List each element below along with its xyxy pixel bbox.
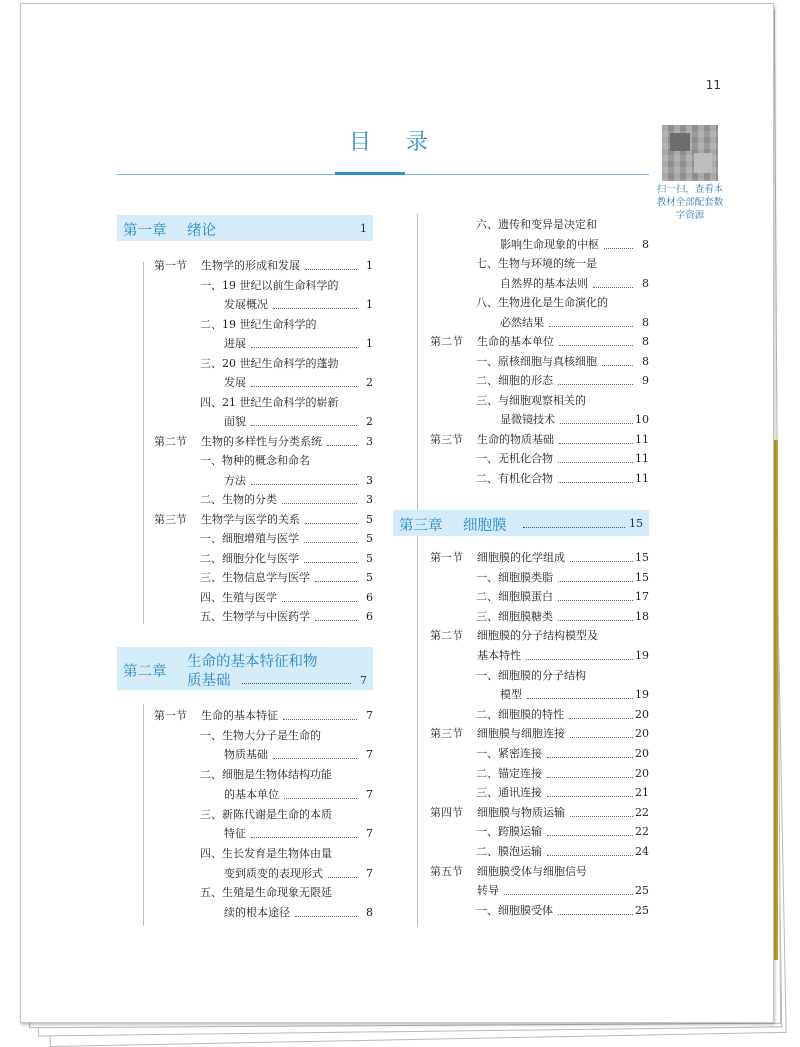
leader-dots [251,425,357,426]
entry-page: 25 [635,903,649,917]
entry-page: 3 [366,434,373,448]
toc-subsection-entry[interactable] [430,296,649,310]
entry-page: 9 [642,374,649,387]
leader-dots [315,581,357,582]
entry-page: 8 [642,315,649,329]
toc-subsection-entry[interactable] [430,904,649,918]
toc-subsection-entry[interactable] [430,786,649,800]
toc-section-entry[interactable] [430,806,649,820]
entry-title: 特征 [224,827,246,841]
entry-title: 二、细胞的形态 [476,374,553,387]
toc-subsection-entry[interactable] [430,884,649,898]
entry-title: 必然结果 [500,315,544,329]
leader-dots [251,386,357,387]
entry-title: 一、细胞增殖与医学 [200,532,299,545]
page-title: 目 录 [349,130,442,155]
toc-subsection-entry[interactable] [154,906,373,920]
toc-subsection-entry[interactable] [430,472,649,486]
toc-subsection-entry[interactable] [154,396,373,410]
leader-dots [547,757,633,758]
entry-page: 5 [366,571,373,584]
entry-title: 细胞膜的化学组成 [477,551,565,564]
section-number: 第二节 [154,434,187,448]
leader-dots [251,347,357,348]
toc-subsection-entry[interactable] [430,413,649,427]
leader-dots [549,326,633,327]
leader-dots [570,561,633,562]
section-number: 第二节 [430,629,463,643]
toc-subsection-entry[interactable] [154,808,373,822]
entry-title: 七、生物与环境的统一是 [476,257,597,270]
entry-page: 21 [635,786,649,800]
entry-page: 19 [635,688,649,702]
toc-subsection-entry[interactable] [430,708,649,722]
section-number: 第一节 [430,551,463,564]
leader-dots [604,248,633,249]
entry-title: 发展概况 [224,298,268,311]
entry-page: 8 [366,906,373,919]
chapter-heading[interactable] [117,215,373,241]
leader-dots [305,523,357,524]
toc-subsection-entry[interactable] [154,768,373,782]
toc-subsection-entry[interactable] [430,316,649,330]
entry-title: 二、生物的分类 [200,493,277,506]
toc-page [20,3,774,1023]
entry-title: 二、细胞膜蛋白 [476,590,553,604]
entry-page: 8 [642,237,649,251]
entry-title: 细胞膜的分子结构模型及 [477,629,598,643]
toc-subsection-entry[interactable] [154,552,373,566]
entry-title: 自然界的基本法则 [500,276,588,290]
entry-page: 7 [366,787,373,801]
entry-title: 细胞膜与物质运输 [477,805,565,819]
entry-title: 一、物种的概念和命名 [200,454,310,467]
section-number: 第三节 [430,432,463,446]
entry-page: 20 [635,766,649,780]
chapter-title-line1: 生命的基本特征和物 [187,654,318,670]
leader-dots [283,719,357,720]
leader-dots [558,482,633,483]
column-rule [143,704,144,926]
entry-title: 一、紧密连接 [476,747,542,760]
entry-title: 一、细胞膜类脂 [476,570,553,584]
toc-subsection-entry[interactable] [154,591,373,605]
leader-dots [328,877,357,878]
leader-dots [570,816,633,817]
entry-title: 二、锚定连接 [476,766,542,780]
leader-dots [273,308,357,309]
entry-title: 的基本单位 [224,787,279,801]
entry-page: 7 [366,827,373,841]
entry-title: 五、生殖是生命现象无限延 [200,886,332,900]
leader-dots [559,345,633,346]
toc-subsection-entry[interactable] [430,688,649,702]
section-number: 第四节 [430,805,463,819]
chapter-label: 第二章 [123,664,167,680]
entry-title: 六、遗传和变异是决定和 [476,218,597,231]
leader-dots [558,462,633,463]
chapter-title: 细胞膜 [463,518,507,534]
chapter-label: 第三章 [399,518,443,534]
toc-section-entry[interactable] [430,551,649,565]
toc-subsection-entry[interactable] [430,257,649,271]
entry-page: 8 [642,335,649,348]
entry-page: 5 [366,551,373,565]
section-number: 第一节 [154,259,187,272]
entry-title: 转导 [477,884,499,898]
column-rule [417,214,418,926]
toc-subsection-entry[interactable] [154,279,373,293]
chapter-page: 7 [360,674,367,687]
leader-dots [547,835,633,836]
toc-subsection-entry[interactable] [430,277,649,291]
toc-subsection-entry[interactable] [154,298,373,312]
entry-page: 2 [366,376,373,389]
page-number: 11 [705,78,721,92]
entry-title: 方法 [224,473,246,487]
toc-subsection-entry[interactable] [430,669,649,683]
entry-title: 生命的物质基础 [477,432,554,446]
entry-title: 二、有机化合物 [476,471,553,485]
toc-section-entry[interactable] [154,435,373,449]
toc-subsection-entry[interactable] [154,748,373,762]
entry-title: 二、细胞分化与医学 [200,551,299,565]
toc-subsection-entry[interactable] [430,767,649,781]
toc-subsection-entry[interactable] [154,357,373,371]
toc-subsection-entry[interactable] [154,474,373,488]
leader-dots [295,916,357,917]
title-rule-accent [335,172,405,175]
toc-section-entry[interactable] [430,865,649,879]
toc-section-entry[interactable] [154,259,373,273]
leader-dots [273,758,357,759]
entry-page: 20 [635,707,649,721]
entry-title: 细胞膜与细胞连接 [477,727,565,741]
entry-page: 1 [366,259,373,272]
leader-dots [526,659,633,660]
leader-dots [558,384,633,385]
toc-subsection-entry[interactable] [430,610,649,624]
leader-dots [327,445,357,446]
leader-dots [558,914,633,915]
toc-subsection-entry[interactable] [430,825,649,839]
entry-page: 7 [366,709,373,722]
entry-title: 生命的基本单位 [477,335,554,348]
leader-dots [284,798,357,799]
leader-dots [547,796,633,797]
leader-dots [558,581,633,582]
chapter-heading[interactable] [117,647,373,690]
entry-title: 发展 [224,376,246,389]
entry-page: 6 [366,590,373,604]
toc-subsection-entry[interactable] [430,571,649,585]
leader-dots [547,855,633,856]
chapter-page: 15 [629,517,643,530]
leader-dots [504,894,633,895]
entry-title: 二、膜泡运输 [476,845,542,858]
leader-dots [559,443,633,444]
toc-subsection-entry[interactable] [154,376,373,390]
entry-title: 进展 [224,337,246,350]
leader-dots [558,620,633,621]
entry-page: 5 [366,512,373,526]
chapter-heading[interactable] [393,510,649,536]
toc-subsection-entry[interactable] [430,238,649,252]
toc-section-entry[interactable] [430,629,649,643]
entry-title: 生物学的形成和发展 [201,259,300,272]
entry-title: 四、生殖与医学 [200,590,277,604]
toc-subsection-entry[interactable] [154,415,373,429]
toc-subsection-entry[interactable] [154,318,373,332]
toc-subsection-entry[interactable] [154,454,373,468]
section-number: 第三节 [430,727,463,741]
leader-dots [547,777,633,778]
entry-page: 20 [635,747,649,760]
section-number: 第二节 [430,335,463,348]
chapter-title-line2: 质基础 [187,673,231,689]
entry-title: 物质基础 [224,748,268,762]
entry-page: 19 [635,649,649,662]
toc-subsection-entry[interactable] [430,747,649,761]
leader-dots [282,503,357,504]
section-number: 第五节 [430,864,463,878]
toc-subsection-entry[interactable] [154,532,373,546]
entry-page: 1 [366,298,373,311]
section-number: 第三节 [154,512,187,526]
leader-dots [315,620,357,621]
chapter-page: 1 [360,222,367,235]
entry-title: 二、细胞膜的特性 [476,707,564,721]
entry-title: 二、19 世纪生命科学的 [200,317,317,331]
entry-title: 八、生物进化是生命演化的 [476,296,608,309]
section-number: 第一节 [154,709,187,722]
toc-subsection-entry[interactable] [154,867,373,881]
column-rule [143,262,144,624]
entry-title: 生命的基本特征 [201,709,278,722]
entry-title: 一、细胞膜的分子结构 [476,668,586,682]
entry-page: 11 [635,432,649,446]
entry-page: 20 [635,727,649,741]
entry-title: 三、与细胞观察相关的 [476,393,586,407]
entry-page: 2 [366,415,373,428]
entry-title: 四、生长发育是生物体由量 [200,846,332,860]
entry-title: 显微镜技术 [500,413,555,426]
entry-page: 15 [635,570,649,584]
leader-dots [569,718,633,719]
toc-subsection-entry[interactable] [154,847,373,861]
entry-title: 基本特性 [477,649,521,662]
entry-page: 25 [635,884,649,898]
toc-subsection-entry[interactable] [430,355,649,369]
leader-dots [527,698,633,699]
entry-page: 22 [635,805,649,819]
toc-subsection-entry[interactable] [430,374,649,388]
leader-dots [282,601,357,602]
entry-title: 模型 [500,688,522,702]
toc-subsection-entry[interactable] [430,649,649,663]
leader-dots [593,287,633,288]
toc-subsection-entry[interactable] [154,337,373,351]
qr-caption: 扫一扫，查看本教材全部配套数字资源 [656,184,724,221]
entry-title: 一、19 世纪以前生命科学的 [200,278,339,292]
entry-title: 一、细胞膜受体 [476,903,553,917]
entry-page: 22 [635,825,649,839]
entry-page: 10 [635,413,649,426]
entry-page: 15 [635,551,649,564]
entry-page: 1 [366,337,373,350]
toc-subsection-entry[interactable] [154,729,373,743]
entry-title: 一、跨膜运输 [476,825,542,839]
toc-subsection-entry[interactable] [154,571,373,585]
entry-page: 24 [635,845,649,858]
entry-page: 5 [366,532,373,545]
toc-subsection-entry[interactable] [430,845,649,859]
entry-page: 17 [635,590,649,604]
qr-code-icon[interactable] [662,125,718,181]
entry-title: 面貌 [224,415,246,428]
toc-subsection-entry[interactable] [430,590,649,604]
entry-title: 二、细胞是生物体结构功能 [200,768,332,782]
entry-title: 一、原核细胞与真核细胞 [476,354,597,368]
entry-page: 8 [642,354,649,368]
leader-dots [304,542,357,543]
entry-page: 7 [366,866,373,880]
toc-section-entry[interactable] [154,513,373,527]
leader-dots [570,737,633,738]
entry-page: 3 [366,493,373,506]
entry-title: 生物学与医学的关系 [201,512,300,526]
leader-dots [523,527,625,528]
entry-title: 三、生物信息学与医学 [200,571,310,584]
toc-section-entry[interactable] [430,335,649,349]
entry-page: 11 [635,452,649,465]
toc-section-entry[interactable] [154,709,373,723]
entry-page: 18 [635,609,649,623]
entry-title: 影响生命现象的中枢 [500,237,599,251]
toc-subsection-entry[interactable] [154,610,373,624]
leader-dots [558,600,633,601]
entry-title: 一、生物大分子是生命的 [200,728,321,742]
entry-title: 一、无机化合物 [476,452,553,465]
leader-dots [305,269,357,270]
toc-subsection-entry[interactable] [430,394,649,408]
toc-subsection-entry[interactable] [154,788,373,802]
entry-title: 生物的多样性与分类系统 [201,434,322,448]
chapter-title: 绪论 [187,223,216,239]
chapter-label: 第一章 [123,223,167,239]
entry-title: 三、20 世纪生命科学的蓬勃 [200,356,339,370]
entry-title: 细胞膜受体与细胞信号 [477,864,587,878]
entry-title: 变到质变的表现形式 [224,866,323,880]
toc-subsection-entry[interactable] [154,827,373,841]
entry-title: 三、新陈代谢是生命的本质 [200,807,332,821]
entry-title: 四、21 世纪生命科学的崭新 [200,395,339,409]
entry-page: 3 [366,473,373,487]
leader-dots [242,683,351,684]
entry-title: 续的根本途径 [224,906,290,919]
leader-dots [602,365,633,366]
entry-page: 6 [366,610,373,623]
entry-title: 三、通讯连接 [476,786,542,800]
leader-dots [251,484,357,485]
entry-title: 五、生物学与中医药学 [200,610,310,623]
toc-section-entry[interactable] [430,727,649,741]
leader-dots [560,423,633,424]
entry-page: 7 [366,748,373,762]
entry-title: 三、细胞膜糖类 [476,609,553,623]
toc-subsection-entry[interactable] [430,452,649,466]
leader-dots [304,562,357,563]
toc-section-entry[interactable] [430,433,649,447]
entry-page: 11 [635,471,649,485]
toc-subsection-entry[interactable] [430,218,649,232]
toc-subsection-entry[interactable] [154,493,373,507]
leader-dots [251,837,357,838]
toc-subsection-entry[interactable] [154,886,373,900]
entry-page: 8 [642,276,649,290]
